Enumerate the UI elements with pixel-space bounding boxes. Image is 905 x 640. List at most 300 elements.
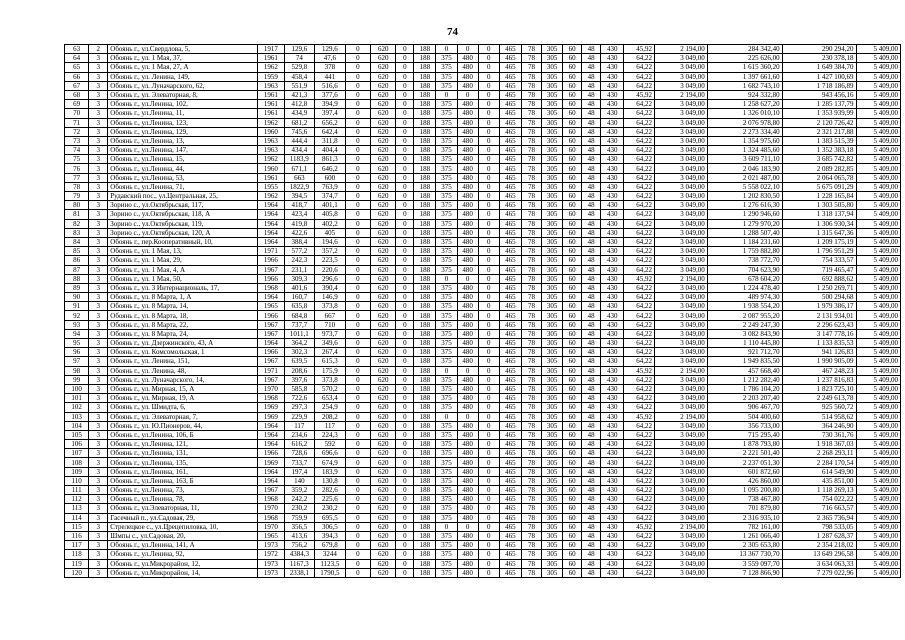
cell-col-9: 0 — [396, 375, 414, 384]
cell-area-total: 1822,9 — [284, 182, 315, 191]
cell-col-12: 480 — [457, 146, 478, 155]
table-row — [65, 430, 901, 439]
cell-col-15: 78 — [521, 265, 541, 274]
cell-col-9: 0 — [396, 476, 414, 485]
cell-col-18: 48 — [582, 228, 601, 237]
cell-col-19: 430 — [601, 375, 624, 384]
cell-col-7: 0 — [345, 522, 370, 531]
cell-col-14: 465 — [499, 109, 521, 118]
cell-col-9: 0 — [396, 568, 414, 577]
cell-col-14: 465 — [499, 550, 521, 559]
cell-cost-indexed: 500 294,68 — [782, 293, 856, 302]
cell-col-9: 0 — [396, 265, 414, 274]
cell-col-11: 375 — [436, 265, 457, 274]
cell-area-living: 653,4 — [315, 394, 346, 403]
cell-rate: 64,22 — [624, 63, 655, 72]
cell-area-living: 615,3 — [315, 357, 346, 366]
cell-row-number: 98 — [65, 366, 89, 375]
cell-rate: 64,22 — [624, 127, 655, 136]
cell-rate-per-sqm: 3 049,00 — [654, 476, 707, 485]
cell-area-total: 671,1 — [284, 164, 315, 173]
cell-col-9: 0 — [396, 412, 414, 421]
cell-rate: 64,22 — [624, 109, 655, 118]
cell-col-12: 480 — [457, 201, 478, 210]
cell-area-living: 373,8 — [315, 302, 346, 311]
cell-rate: 64,22 — [624, 430, 655, 439]
cell-cost-indexed: 719 465,47 — [782, 265, 856, 274]
table-row — [65, 81, 901, 90]
cell-col-18: 48 — [582, 486, 601, 495]
cell-year-built: 1970 — [258, 522, 284, 531]
cell-col-14: 465 — [499, 155, 521, 164]
table-row — [65, 394, 901, 403]
cell-col-18: 48 — [582, 293, 601, 302]
cell-col-12: 480 — [457, 302, 478, 311]
cell-col-16: 305 — [542, 293, 563, 302]
cell-col-14: 465 — [499, 100, 521, 109]
cell-col-19: 430 — [601, 45, 624, 54]
cell-col-8: 620 — [371, 458, 396, 467]
cell-col-13: 0 — [478, 136, 499, 145]
cell-address: Обоянь г., ул. Дзержинского, 43, А — [108, 339, 258, 348]
cell-col-18: 48 — [582, 339, 601, 348]
cell-address: Обоянь г., ул. Элеваторная, 8, — [108, 90, 258, 99]
cell-col-24: 5 409,00 — [856, 100, 900, 109]
cell-rate: 64,22 — [624, 72, 655, 81]
cell-col-19: 430 — [601, 182, 624, 191]
cell-cost-total: 225 626,00 — [707, 54, 782, 63]
cell-col-24: 5 409,00 — [856, 155, 900, 164]
cell-category: 3 — [89, 329, 108, 338]
cell-col-13: 0 — [478, 283, 499, 292]
cell-year-built: 1973 — [258, 541, 284, 550]
cell-address: Обоянь г., ул.Ленина, 78, — [108, 495, 258, 504]
cell-cost-total: 601 872,60 — [707, 467, 782, 476]
cell-col-9: 0 — [396, 531, 414, 540]
cell-col-9: 0 — [396, 495, 414, 504]
cell-col-7: 0 — [345, 421, 370, 430]
cell-col-24: 5 409,00 — [856, 54, 900, 63]
cell-col-19: 430 — [601, 357, 624, 366]
cell-col-11: 375 — [436, 136, 457, 145]
cell-col-17: 60 — [563, 366, 582, 375]
cell-col-13: 0 — [478, 366, 499, 375]
cell-col-13: 0 — [478, 100, 499, 109]
cell-row-number: 78 — [65, 182, 89, 191]
cell-col-24: 5 409,00 — [856, 522, 900, 531]
cell-category: 3 — [89, 182, 108, 191]
cell-col-7: 0 — [345, 375, 370, 384]
cell-col-8: 620 — [371, 449, 396, 458]
cell-col-10: 188 — [414, 237, 436, 246]
table-row — [65, 201, 901, 210]
cell-col-14: 465 — [499, 146, 521, 155]
cell-col-7: 0 — [345, 366, 370, 375]
cell-year-built: 1965 — [258, 531, 284, 540]
cell-area-total: 242,3 — [284, 256, 315, 265]
cell-col-11: 375 — [436, 568, 457, 577]
cell-rate: 45,92 — [624, 522, 655, 531]
table-row — [65, 127, 901, 136]
cell-cost-indexed: 3 685 742,82 — [782, 155, 856, 164]
cell-cost-indexed: 2 365 736,94 — [782, 513, 856, 522]
cell-col-24: 5 409,00 — [856, 201, 900, 210]
cell-col-9: 0 — [396, 72, 414, 81]
cell-col-12: 480 — [457, 568, 478, 577]
table-row — [65, 146, 901, 155]
table-row — [65, 302, 901, 311]
cell-cost-total: 1 279 970,20 — [707, 219, 782, 228]
cell-address: Шмпы с., ул.Садовая, 20, — [108, 531, 258, 540]
cell-col-7: 0 — [345, 155, 370, 164]
cell-col-24: 5 409,00 — [856, 81, 900, 90]
cell-col-17: 60 — [563, 541, 582, 550]
table-row — [65, 192, 901, 201]
cell-rate: 64,22 — [624, 339, 655, 348]
cell-col-19: 430 — [601, 72, 624, 81]
cell-rate-per-sqm: 3 049,00 — [654, 302, 707, 311]
cell-rate-per-sqm: 3 049,00 — [654, 136, 707, 145]
cell-cost-total: 2 087 955,20 — [707, 311, 782, 320]
cell-col-24: 5 409,00 — [856, 357, 900, 366]
table-row — [65, 109, 901, 118]
cell-year-built: 1968 — [258, 495, 284, 504]
cell-year-built: 1965 — [258, 302, 284, 311]
cell-cost-total: 1 949 835,50 — [707, 357, 782, 366]
cell-address: Обоянь г., ул. Ленина, 48, — [108, 366, 258, 375]
cell-category: 3 — [89, 109, 108, 118]
cell-col-9: 0 — [396, 339, 414, 348]
cell-col-8: 620 — [371, 486, 396, 495]
cell-col-16: 305 — [542, 522, 563, 531]
cell-col-19: 430 — [601, 164, 624, 173]
cell-col-15: 78 — [521, 430, 541, 439]
cell-col-8: 620 — [371, 531, 396, 540]
cell-col-7: 0 — [345, 54, 370, 63]
cell-col-19: 430 — [601, 348, 624, 357]
cell-col-7: 0 — [345, 329, 370, 338]
cell-address: Обоянь г., ул.Микрорайон, 14, — [108, 568, 258, 577]
cell-col-15: 78 — [521, 366, 541, 375]
cell-col-17: 60 — [563, 559, 582, 568]
cell-col-10: 188 — [414, 467, 436, 476]
cell-category: 3 — [89, 467, 108, 476]
cell-col-13: 0 — [478, 201, 499, 210]
cell-row-number: 81 — [65, 210, 89, 219]
cell-col-16: 305 — [542, 63, 563, 72]
cell-col-11: 375 — [436, 357, 457, 366]
cell-col-18: 48 — [582, 182, 601, 191]
cell-year-built: 1967 — [258, 486, 284, 495]
cell-col-19: 430 — [601, 559, 624, 568]
cell-col-7: 0 — [345, 357, 370, 366]
cell-col-13: 0 — [478, 394, 499, 403]
cell-col-8: 620 — [371, 283, 396, 292]
cell-year-built: 1961 — [258, 109, 284, 118]
cell-col-19: 430 — [601, 136, 624, 145]
cell-col-19: 430 — [601, 293, 624, 302]
cell-col-9: 0 — [396, 430, 414, 439]
cell-cost-indexed: 1 287 628,37 — [782, 531, 856, 540]
cell-col-9: 0 — [396, 237, 414, 246]
cell-rate: 64,22 — [624, 384, 655, 393]
cell-col-11: 375 — [436, 339, 457, 348]
cell-col-11: 375 — [436, 173, 457, 182]
cell-address: Обоянь г., ул. Элеваторная, 7, — [108, 412, 258, 421]
cell-col-24: 5 409,00 — [856, 118, 900, 127]
cell-col-9: 0 — [396, 513, 414, 522]
cell-col-13: 0 — [478, 81, 499, 90]
cell-col-12: 480 — [457, 384, 478, 393]
cell-area-living: 642,4 — [315, 127, 346, 136]
cell-col-7: 0 — [345, 118, 370, 127]
cell-cost-total: 356 733,00 — [707, 421, 782, 430]
cell-col-7: 0 — [345, 394, 370, 403]
cell-col-24: 5 409,00 — [856, 430, 900, 439]
cell-category: 3 — [89, 320, 108, 329]
cell-col-10: 188 — [414, 45, 436, 54]
cell-col-12: 480 — [457, 228, 478, 237]
cell-col-17: 60 — [563, 192, 582, 201]
cell-col-17: 60 — [563, 283, 582, 292]
cell-col-17: 60 — [563, 63, 582, 72]
cell-cost-indexed: 1 303 505,80 — [782, 201, 856, 210]
cell-col-9: 0 — [396, 302, 414, 311]
cell-year-built: 1969 — [258, 412, 284, 421]
cell-col-13: 0 — [478, 329, 499, 338]
cell-area-living: 183,9 — [315, 467, 346, 476]
table-row — [65, 210, 901, 219]
cell-col-16: 305 — [542, 311, 563, 320]
cell-col-18: 48 — [582, 559, 601, 568]
cell-col-12: 480 — [457, 210, 478, 219]
cell-col-14: 465 — [499, 394, 521, 403]
cell-rate-per-sqm: 3 049,00 — [654, 559, 707, 568]
cell-col-14: 465 — [499, 118, 521, 127]
cell-col-24: 5 409,00 — [856, 90, 900, 99]
cell-col-15: 78 — [521, 302, 541, 311]
cell-area-living: 224,3 — [315, 430, 346, 439]
cell-col-10: 188 — [414, 412, 436, 421]
cell-col-8: 620 — [371, 45, 396, 54]
cell-category: 3 — [89, 72, 108, 81]
cell-col-7: 0 — [345, 219, 370, 228]
table-row — [65, 329, 901, 338]
cell-col-13: 0 — [478, 237, 499, 246]
cell-col-7: 0 — [345, 403, 370, 412]
cell-col-17: 60 — [563, 219, 582, 228]
cell-col-24: 5 409,00 — [856, 237, 900, 246]
cell-area-living: 656,2 — [315, 118, 346, 127]
cell-col-15: 78 — [521, 293, 541, 302]
cell-cost-indexed: 1 118 269,13 — [782, 486, 856, 495]
cell-col-19: 430 — [601, 274, 624, 283]
cell-rate: 45,92 — [624, 366, 655, 375]
cell-col-12: 480 — [457, 403, 478, 412]
cell-rate-per-sqm: 2 194,00 — [654, 522, 707, 531]
cell-col-13: 0 — [478, 45, 499, 54]
cell-col-16: 305 — [542, 146, 563, 155]
cell-col-14: 465 — [499, 513, 521, 522]
cell-col-15: 78 — [521, 311, 541, 320]
cell-col-24: 5 409,00 — [856, 136, 900, 145]
cell-col-12: 480 — [457, 109, 478, 118]
cell-area-living: 223,5 — [315, 256, 346, 265]
cell-col-9: 0 — [396, 283, 414, 292]
cell-col-12: 480 — [457, 283, 478, 292]
cell-area-living: 254,9 — [315, 403, 346, 412]
cell-col-17: 60 — [563, 210, 582, 219]
cell-col-18: 48 — [582, 109, 601, 118]
table-row — [65, 136, 901, 145]
cell-col-8: 620 — [371, 173, 396, 182]
cell-cost-indexed: 1 250 269,71 — [782, 283, 856, 292]
cell-row-number: 110 — [65, 476, 89, 485]
cell-address: Обоянь г., ул. Ю.Пионеров, 44, — [108, 421, 258, 430]
cell-col-18: 48 — [582, 237, 601, 246]
cell-col-14: 465 — [499, 495, 521, 504]
cell-row-number: 117 — [65, 541, 89, 550]
cell-col-15: 78 — [521, 495, 541, 504]
cell-col-18: 48 — [582, 302, 601, 311]
cell-col-14: 465 — [499, 339, 521, 348]
cell-col-14: 465 — [499, 329, 521, 338]
cell-col-14: 465 — [499, 256, 521, 265]
cell-col-19: 430 — [601, 155, 624, 164]
cell-rate-per-sqm: 3 049,00 — [654, 339, 707, 348]
cell-col-13: 0 — [478, 495, 499, 504]
cell-col-10: 188 — [414, 568, 436, 577]
cell-cost-total: 7 128 866,90 — [707, 568, 782, 577]
cell-col-16: 305 — [542, 531, 563, 540]
cell-col-24: 5 409,00 — [856, 173, 900, 182]
cell-address: Обоянь г., ул. 8 Марта, 22, — [108, 320, 258, 329]
cell-category: 3 — [89, 63, 108, 72]
cell-rate: 64,22 — [624, 550, 655, 559]
cell-cost-indexed: 467 248,23 — [782, 366, 856, 375]
cell-col-18: 48 — [582, 568, 601, 577]
table-row — [65, 550, 901, 559]
cell-rate-per-sqm: 3 049,00 — [654, 384, 707, 393]
cell-area-total: 364,2 — [284, 339, 315, 348]
cell-area-living: 1790,5 — [315, 568, 346, 577]
cell-col-19: 430 — [601, 283, 624, 292]
cell-col-12: 0 — [457, 522, 478, 531]
cell-address: Зорино с., ул.Октябрьская, 119, — [108, 219, 258, 228]
cell-col-16: 305 — [542, 467, 563, 476]
cell-col-13: 0 — [478, 430, 499, 439]
cell-col-11: 375 — [436, 495, 457, 504]
cell-cost-indexed: 1 353 939,99 — [782, 109, 856, 118]
cell-col-19: 430 — [601, 421, 624, 430]
cell-col-16: 305 — [542, 320, 563, 329]
cell-category: 3 — [89, 265, 108, 274]
cell-col-11: 375 — [436, 247, 457, 256]
cell-col-11: 375 — [436, 302, 457, 311]
cell-area-living: 175,9 — [315, 366, 346, 375]
cell-rate-per-sqm: 3 049,00 — [654, 228, 707, 237]
table-row — [65, 513, 901, 522]
cell-col-11: 0 — [436, 90, 457, 99]
cell-rate-per-sqm: 2 194,00 — [654, 45, 707, 54]
cell-cost-indexed: 364 246,90 — [782, 421, 856, 430]
cell-col-14: 465 — [499, 311, 521, 320]
cell-col-15: 78 — [521, 329, 541, 338]
cell-col-13: 0 — [478, 541, 499, 550]
cell-col-16: 305 — [542, 192, 563, 201]
cell-col-7: 0 — [345, 192, 370, 201]
cell-cost-total: 1 878 793,80 — [707, 440, 782, 449]
cell-col-12: 480 — [457, 394, 478, 403]
cell-rate: 64,22 — [624, 513, 655, 522]
cell-col-11: 375 — [436, 513, 457, 522]
cell-col-13: 0 — [478, 384, 499, 393]
cell-rate-per-sqm: 3 049,00 — [654, 81, 707, 90]
cell-rate-per-sqm: 3 049,00 — [654, 513, 707, 522]
cell-col-15: 78 — [521, 421, 541, 430]
cell-rate-per-sqm: 3 049,00 — [654, 320, 707, 329]
cell-col-14: 465 — [499, 247, 521, 256]
cell-col-16: 305 — [542, 109, 563, 118]
cell-col-17: 60 — [563, 458, 582, 467]
cell-col-11: 375 — [436, 54, 457, 63]
cell-col-9: 0 — [396, 63, 414, 72]
cell-rate-per-sqm: 3 049,00 — [654, 458, 707, 467]
cell-col-11: 375 — [436, 559, 457, 568]
cell-col-16: 305 — [542, 412, 563, 421]
cell-rate: 64,22 — [624, 192, 655, 201]
cell-col-17: 60 — [563, 467, 582, 476]
table-row — [65, 421, 901, 430]
cell-col-16: 305 — [542, 495, 563, 504]
cell-col-14: 465 — [499, 366, 521, 375]
cell-rate-per-sqm: 3 049,00 — [654, 201, 707, 210]
cell-col-13: 0 — [478, 54, 499, 63]
cell-rate-per-sqm: 3 049,00 — [654, 237, 707, 246]
cell-col-24: 5 409,00 — [856, 513, 900, 522]
cell-rate: 64,22 — [624, 256, 655, 265]
cell-col-7: 0 — [345, 100, 370, 109]
cell-col-11: 375 — [436, 403, 457, 412]
cell-category: 3 — [89, 559, 108, 568]
cell-col-8: 620 — [371, 146, 396, 155]
cell-col-16: 305 — [542, 118, 563, 127]
cell-col-19: 430 — [601, 568, 624, 577]
cell-area-living: 146,9 — [315, 293, 346, 302]
cell-col-11: 375 — [436, 256, 457, 265]
cell-col-15: 78 — [521, 182, 541, 191]
cell-col-7: 0 — [345, 127, 370, 136]
cell-address: Обоянь г., ул. Луначарского, 62, — [108, 81, 258, 90]
cell-col-19: 430 — [601, 458, 624, 467]
table-row — [65, 311, 901, 320]
cell-col-12: 0 — [457, 90, 478, 99]
cell-col-7: 0 — [345, 283, 370, 292]
cell-col-12: 480 — [457, 81, 478, 90]
cell-address: Обоянь г., ул.Ленина, 73, — [108, 486, 258, 495]
cell-col-18: 48 — [582, 146, 601, 155]
cell-col-11: 375 — [436, 375, 457, 384]
cell-category: 3 — [89, 90, 108, 99]
cell-col-19: 430 — [601, 256, 624, 265]
cell-rate: 64,22 — [624, 54, 655, 63]
table-row — [65, 45, 901, 54]
cell-col-9: 0 — [396, 293, 414, 302]
table-row — [65, 467, 901, 476]
cell-col-9: 0 — [396, 90, 414, 99]
cell-col-17: 60 — [563, 486, 582, 495]
cell-col-10: 188 — [414, 210, 436, 219]
